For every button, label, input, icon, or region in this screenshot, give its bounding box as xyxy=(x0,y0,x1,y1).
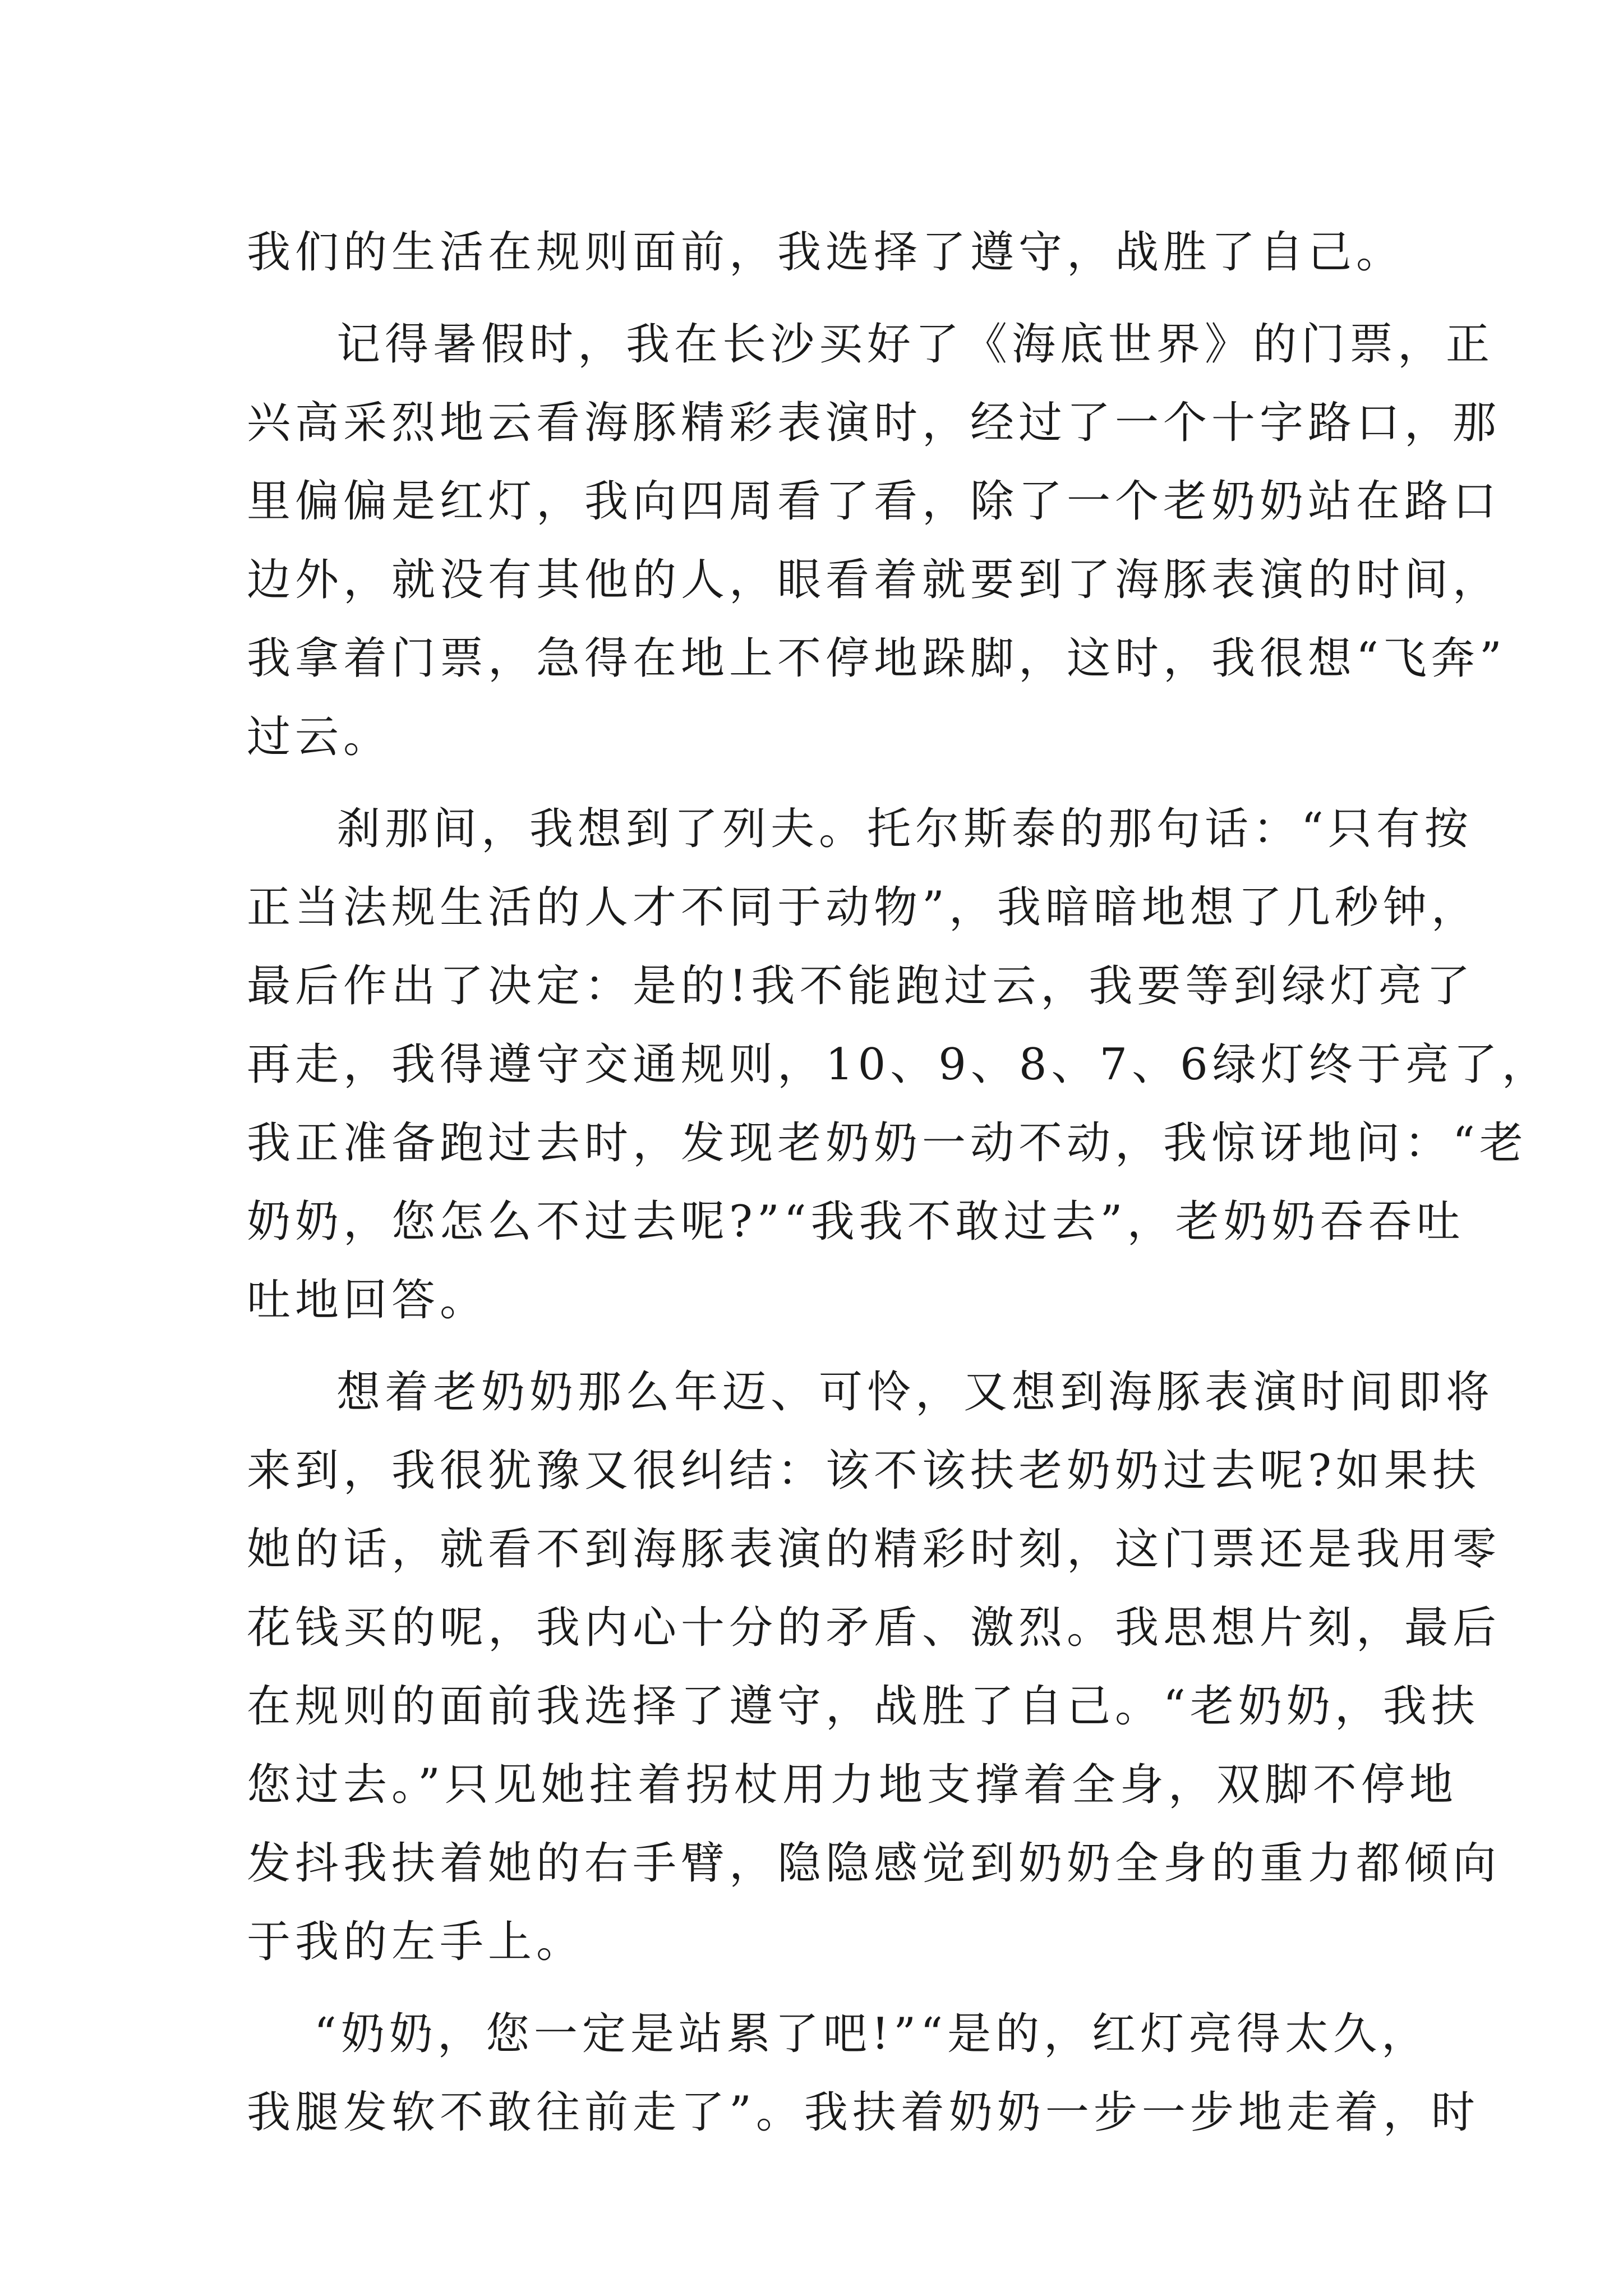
text-line: 里偏偏是红灯，我向四周看了看，除了一个老奶奶站在路口 xyxy=(247,476,1501,527)
text-line: 您过去。”只见她拄着拐杖用力地支撑着全身，双脚不停地 xyxy=(247,1760,1458,1810)
text-line: 奶奶，您怎么不过去呢?”“我我不敢过去”，老奶奶吞吞吐 xyxy=(247,1197,1465,1247)
text-line: 吐地回答。 xyxy=(247,1275,488,1326)
text-line: 于我的左手上。 xyxy=(247,1917,585,1967)
text-line: 边外，就没有其他的人，眼看着就要到了海豚表演的时间， xyxy=(247,555,1501,605)
text-line: 她的话，就看不到海豚表演的精彩时刻，这门票还是我用零 xyxy=(247,1524,1501,1575)
text-line: 发抖我扶着她的右手臂，隐隐感觉到奶奶全身的重力都倾向 xyxy=(247,1838,1501,1889)
text-line: 我们的生活在规则面前，我选择了遵守，战胜了自己。 xyxy=(247,227,1405,278)
text-line: 在规则的面前我选择了遵守，战胜了自己。“老奶奶，我扶 xyxy=(247,1681,1479,1732)
text-line: 再走，我得遵守交通规则，10、9、8、7、6绿灯终于亮了， xyxy=(247,1039,1550,1090)
text-line: 来到，我很犹豫又很纠结：该不该扶老奶奶过去呢?如果扶 xyxy=(247,1446,1481,1496)
paragraph-first-line: “奶奶，您一定是站累了吧!”“是的，红灯亮得太久， xyxy=(314,2009,1430,2059)
paragraph-first-line: 想着老奶奶那么年迈、可怜，又想到海豚表演时间即将 xyxy=(336,1367,1495,1418)
paragraph-first-line: 刹那间，我想到了列夫。托尔斯泰的那句话：“只有按 xyxy=(336,804,1473,854)
text-line: 过云。 xyxy=(247,712,392,762)
paragraph-first-line: 记得暑假时，我在长沙买好了《海底世界》的门票，正 xyxy=(336,319,1495,370)
text-line: 我拿着门票，急得在地上不停地跺脚，这时，我很想“飞奔” xyxy=(247,633,1506,684)
document-body xyxy=(247,213,1550,2152)
text-line: 我腿发软不敢往前走了”。我扶着奶奶一步一步地走着，时 xyxy=(247,2087,1479,2138)
text-line: 正当法规生活的人才不同于动物”，我暗暗地想了几秒钟， xyxy=(247,882,1479,933)
text-line: 我正准备跑过去时，发现老奶奶一动不动，我惊讶地问：“老 xyxy=(247,1118,1528,1168)
text-line: 兴高采烈地云看海豚精彩表演时，经过了一个十字路口，那 xyxy=(247,398,1501,448)
text-line: 花钱买的呢，我内心十分的矛盾、激烈。我思想片刻，最后 xyxy=(247,1603,1501,1653)
text-line: 最后作出了决定：是的!我不能跑过云，我要等到绿灯亮了 xyxy=(247,961,1475,1011)
